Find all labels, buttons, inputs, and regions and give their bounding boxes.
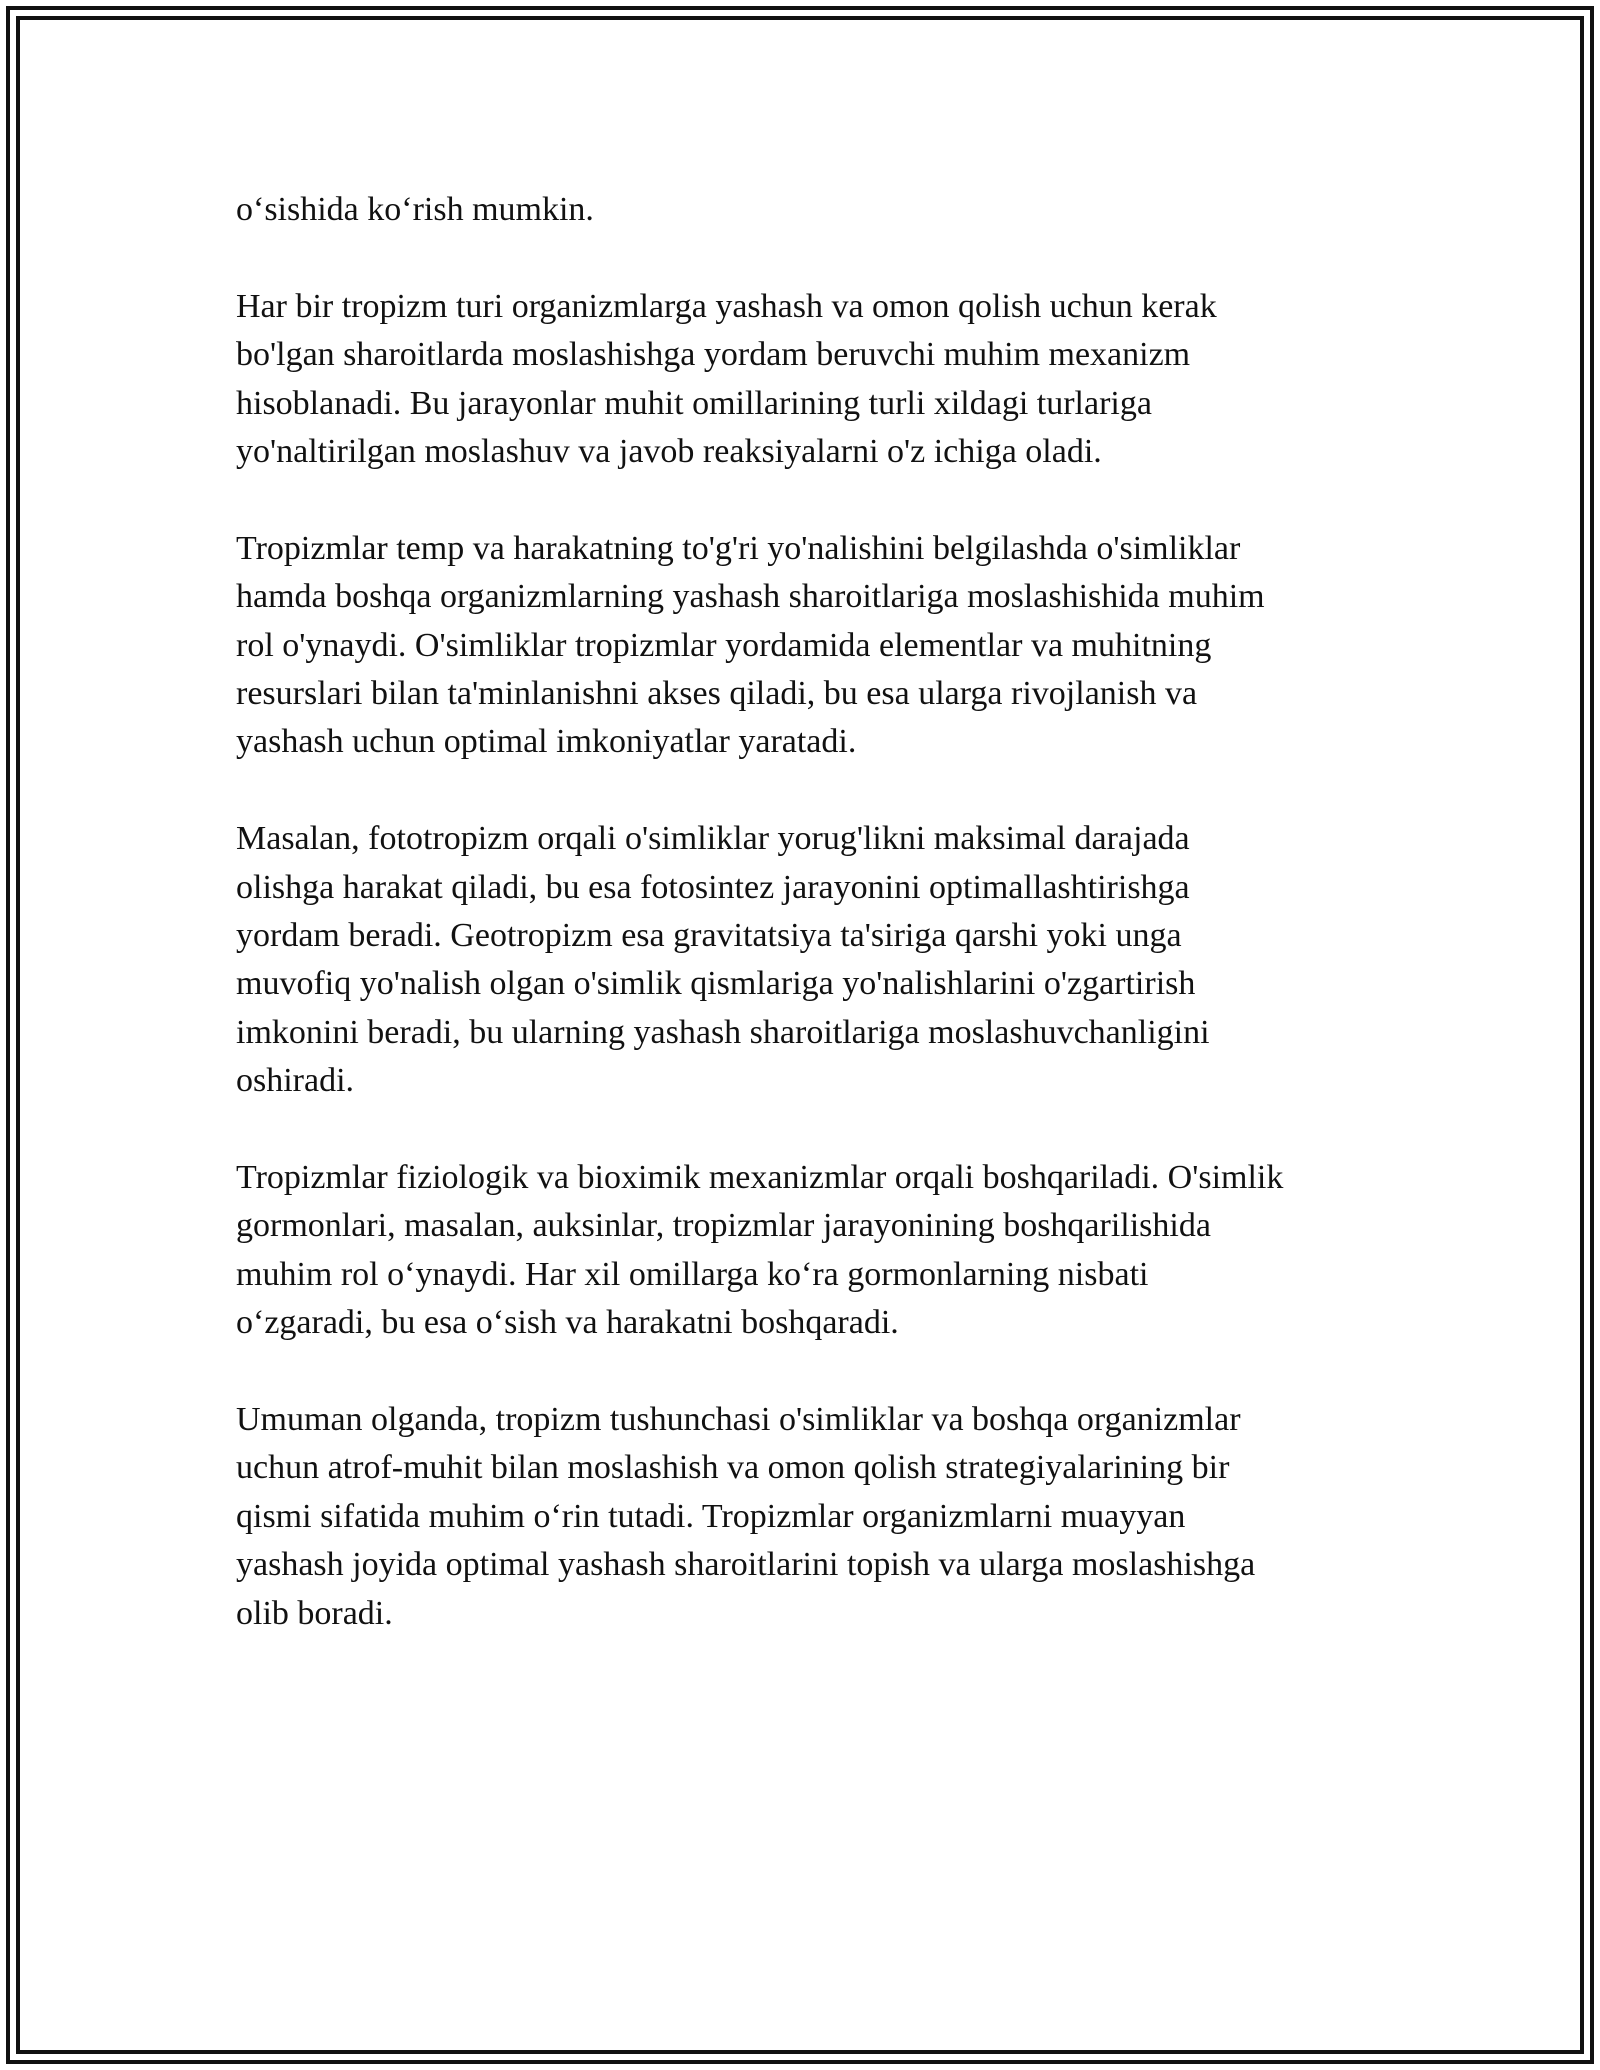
paragraph-2: Har bir tropizm turi organizmlarga yashash va omon qolish uchun kerak bo'lgan sharoitlarda moslashishga yordam beruvchi muhim mexanizm hisoblanadi. Bu jarayonlar muhit omillarining turli xildagi turlariga yo'naltirilgan moslashuv va javob reaksiyalarni o'z ichiga oladi. — [236, 287, 1217, 471]
paragraph-5: Tropizmlar fiziologik va bioximik mexanizmlar orqali boshqariladi. O'simlik gormonlari, masalan, auksinlar, tropizmlar jarayonining boshqarilishida muhim rol o‘ynaydi. Har xil omillarga ko‘ra gormonlarning nisbati o‘zgaradi, bu esa o‘sish va harakatni boshqaradi. — [236, 1159, 1284, 1342]
paragraph-6: Umuman olganda, tropizm tushunchasi o'simliklar va boshqa organizmlar uchun atrof-muhit bilan moslashish va omon qolish strategiyalarining bir qismi sifatida muhim o‘rin tutadi. Tropizmlar organizmlarni muayyan yashash joyida optimal yashash sharoitlarini topish va ularga moslashishga olib boradi. — [236, 1401, 1256, 1632]
paragraph-4: Masalan, fototropizm orqali o'simliklar yorug'likni maksimal darajada olishga harakat qiladi, bu esa fotosintez jarayonini optimallashtirishga yordam beradi. Geotropizm esa gravitatsiya ta'siriga qarshi yoki unga muvofiq yo'nalish olgan o'simlik qismlariga yo'nalishlarini o'zgartirish imkonini beradi, bu ularning yashash sharoitlariga moslashuvchanligini oshiradi. — [236, 820, 1210, 1100]
document-body — [236, 186, 1396, 1687]
paragraph-1: o‘sishida ko‘rish mumkin. — [236, 191, 594, 228]
paragraph-3: Tropizmlar temp va harakatning to'g'ri yo'nalishini belgilashda o'simliklar hamda boshqa organizmlarning yashash sharoitlariga moslashishida muhim rol o'ynaydi. O'simliklar tropizmlar yordamida elementlar va muhitning resurslari bilan ta'minlanishni akses qiladi, bu esa ularga rivojlanish va yashash uchun optimal imkoniyatlar yaratadi. — [236, 529, 1265, 761]
